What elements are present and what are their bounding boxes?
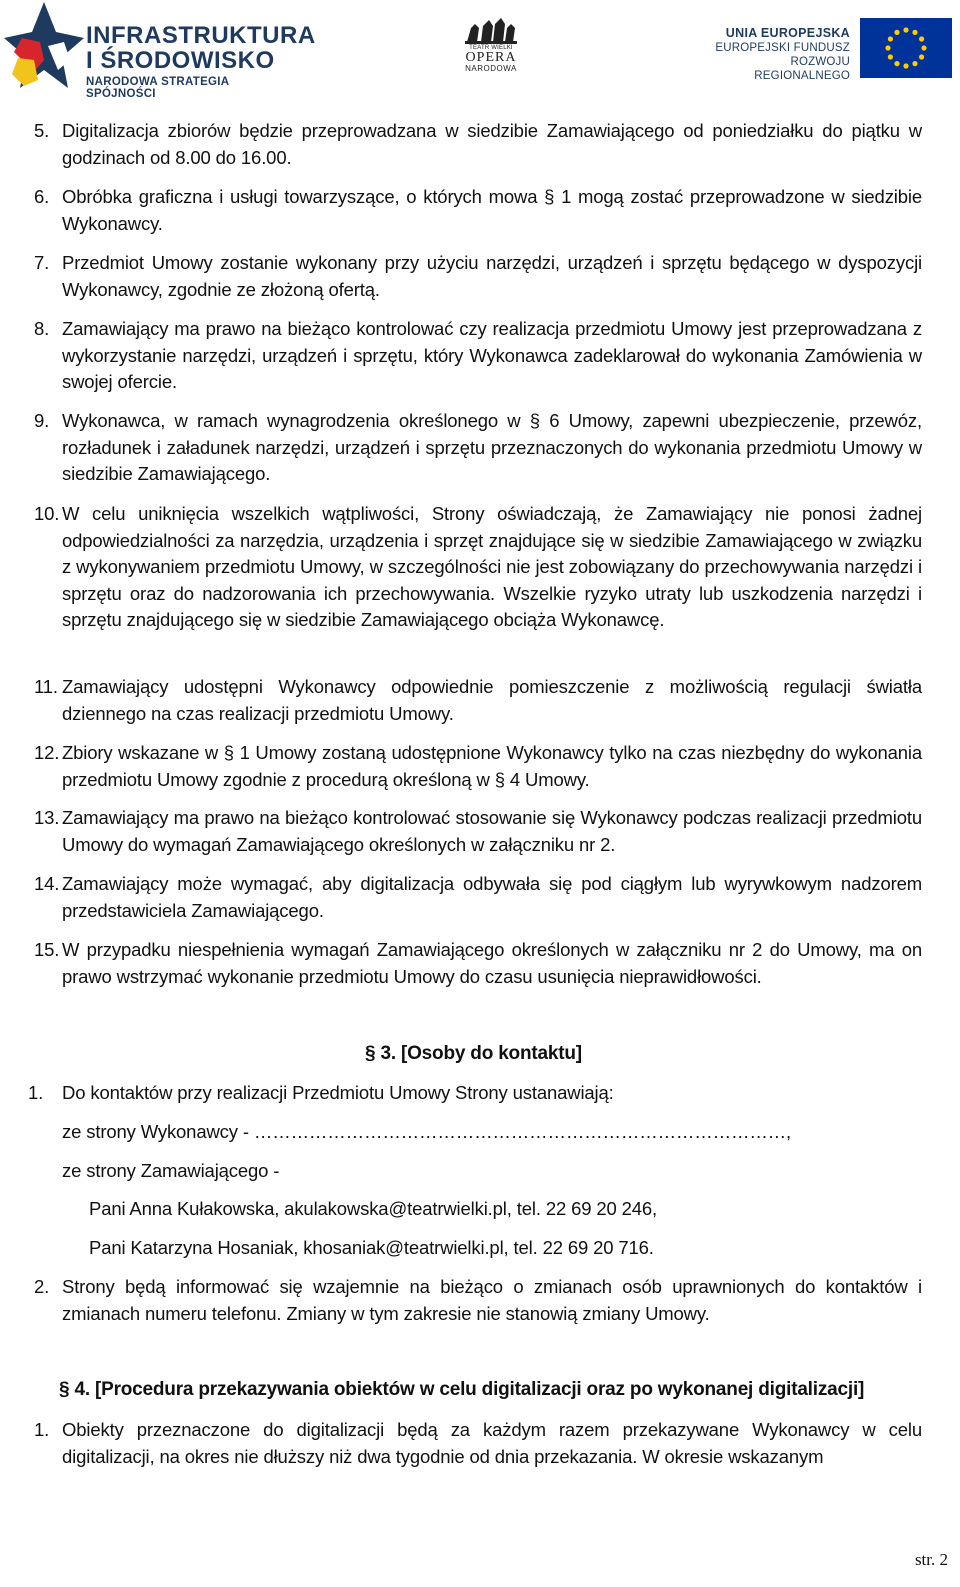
eu-logo-line3: ROZWOJU REGIONALNEGO bbox=[754, 56, 850, 82]
list-item: Zamawiający ma prawo na bieżąco kontrolować stosowanie się Wykonawcy podczas realizacji przedmiotu Umowy do wymagań Zamawiającego określonych w załączniku nr 2. bbox=[62, 807, 922, 855]
item-number: 14. bbox=[34, 873, 60, 894]
eu-fund-logo bbox=[696, 18, 952, 80]
is-logo-line1: INFRASTRUKTURA bbox=[86, 22, 316, 49]
is-logo-line2: I ŚRODOWISKO bbox=[86, 47, 275, 74]
opera-narodowa-logo bbox=[456, 14, 526, 84]
is-logo-line3: NARODOWA STRATEGIA SPÓJNOŚCI bbox=[86, 76, 229, 100]
client-contact-line: ze strony Zamawiającego - bbox=[62, 1160, 280, 1181]
opera-logo-bottom: NARODOWA bbox=[465, 64, 517, 73]
item-number: 9. bbox=[34, 410, 50, 431]
item-number: 13. bbox=[34, 807, 60, 828]
item-number: 12. bbox=[34, 742, 60, 763]
list-item: W przypadku niespełnienia wymagań Zamawiającego określonych w załączniku nr 2 do Umowy, ma on prawo wstrzymać wykonanie przedmiotu Umowy do czasu usunięcia nieprawidłowości. bbox=[62, 939, 922, 987]
eu-logo-text bbox=[696, 26, 850, 83]
item-number: 2. bbox=[34, 1276, 50, 1297]
contractor-contact-line: ze strony Wykonawcy - ……………………………………………………………………………, bbox=[62, 1121, 792, 1142]
list-item: Digitalizacja zbiorów będzie przeprowadzana w siedzibie Zamawiającego od poniedziałku do piątku w godzinach od 8.00 do 16.00. bbox=[62, 120, 922, 168]
item-number: 6. bbox=[34, 186, 50, 207]
item-number: 7. bbox=[34, 252, 50, 273]
quadriga-icon bbox=[463, 14, 519, 44]
item-number: 1. bbox=[34, 1419, 50, 1440]
page-header bbox=[0, 0, 960, 100]
list-item: Zamawiający może wymagać, aby digitalizacja odbywała się pod ciągłym lub wyrywkowym nadzorem przedstawiciela Zamawiającego. bbox=[62, 873, 922, 921]
list-item: Zbiory wskazane w § 1 Umowy zostaną udostępnione Wykonawcy tylko na czas niezbędny do wykonania przedmiotu Umowy zgodnie z procedurą określoną w § 4 Umowy. bbox=[62, 742, 922, 790]
list-item: Wykonawca, w ramach wynagrodzenia określonego w § 6 Umowy, zapewni ubezpieczenie, przewóz, rozładunek i załadunek narzędzi, urządzeń i sprzętu przeznaczonych do wykonania przedmiotu Umowy w siedzibie Zamawiającego. bbox=[62, 410, 922, 484]
contacts-intro: Do kontaktów przy realizacji Przedmiotu Umowy Strony ustanawiają: bbox=[62, 1082, 614, 1103]
contact-person-1: Pani Anna Kułakowska, akulakowska@teatrwielki.pl, tel. 22 69 20 246, bbox=[89, 1198, 658, 1219]
item-number: 8. bbox=[34, 318, 50, 339]
section-3-heading: § 3. [Osoby do kontaktu] bbox=[365, 1043, 582, 1064]
infrastruktura-srodowisko-logo bbox=[4, 2, 316, 100]
list-item: Obróbka graficzna i usługi towarzyszące, o których mowa § 1 mogą zostać przeprowadzone w siedzibie Wykonawcy. bbox=[62, 186, 922, 234]
eu-flag-icon bbox=[860, 18, 952, 78]
page-number: str. 2 bbox=[914, 1550, 948, 1569]
list-item: W celu uniknięcia wszelkich wątpliwości, Strony oświadczają, że Zamawiający nie ponosi żadnej odpowiedzialności za narzędzia, urządzenia i sprzęt znajdujące się w siedzibie Zamawiającego w związku z wykonywaniem przedmiotu Umowy, w szczególności nie jest zobowiązany do przechowywania narzędzi i sprzętu oraz do nadzorowania ich przechowywania. Wszelkie ryzyko utraty lub uszkodzenia narzędzi i sprzętu znajdującego się w siedzibie Zamawiającego obciąża Wykonawcę. bbox=[62, 503, 922, 630]
item-number: 1. bbox=[28, 1082, 44, 1103]
list-item: Przedmiot Umowy zostanie wykonany przy użyciu narzędzi, urządzeń i sprzętu będącego w dyspozycji Wykonawcy, zgodnie ze złożoną ofertą. bbox=[62, 252, 922, 300]
contact-person-2: Pani Katarzyna Hosaniak, khosaniak@teatrwielki.pl, tel. 22 69 20 716. bbox=[89, 1237, 654, 1258]
list-item: Obiekty przeznaczone do digitalizacji będą za każdym razem przekazywane Wykonawcy w celu digitalizacji, na okres nie dłuższy niż dwa tygodnie od dnia przekazania. W okresie wskazanym bbox=[62, 1419, 922, 1467]
list-item: Strony będą informować się wzajemnie na bieżąco o zmianach osób uprawnionych do kontaktów i zmianach numeru telefonu. Zmiany w tym zakresie nie stanowią zmiany Umowy. bbox=[62, 1276, 922, 1324]
item-number: 5. bbox=[34, 120, 50, 141]
item-number: 10. bbox=[34, 503, 60, 524]
eu-logo-line1: UNIA EUROPEJSKA bbox=[725, 26, 850, 40]
list-item: Zamawiający ma prawo na bieżąco kontrolować czy realizacja przedmiotu Umowy jest przeprowadzana z wykorzystanie narzędzi, urządzeń i sprzętu, który Wykonawca zadeklarował do wykonania Zamówienia w swojej ofercie. bbox=[62, 318, 922, 392]
opera-logo-small: TEATR WIELKI bbox=[469, 45, 513, 51]
item-number: 11. bbox=[34, 676, 58, 697]
section-4-heading: § 4. [Procedura przekazywania obiektów w celu digitalizacji oraz po wykonanej digitalizacji] bbox=[59, 1379, 865, 1400]
eu-logo-line2: EUROPEJSKI FUNDUSZ bbox=[715, 42, 850, 54]
opera-logo-big: OPERA bbox=[465, 50, 517, 65]
stars-emblem-icon bbox=[4, 2, 84, 90]
item-number: 15. bbox=[34, 939, 60, 960]
list-item: Zamawiający udostępni Wykonawcy odpowiednie pomieszczenie z możliwością regulacji światła dziennego na czas realizacji przedmiotu Umowy. bbox=[62, 676, 922, 724]
